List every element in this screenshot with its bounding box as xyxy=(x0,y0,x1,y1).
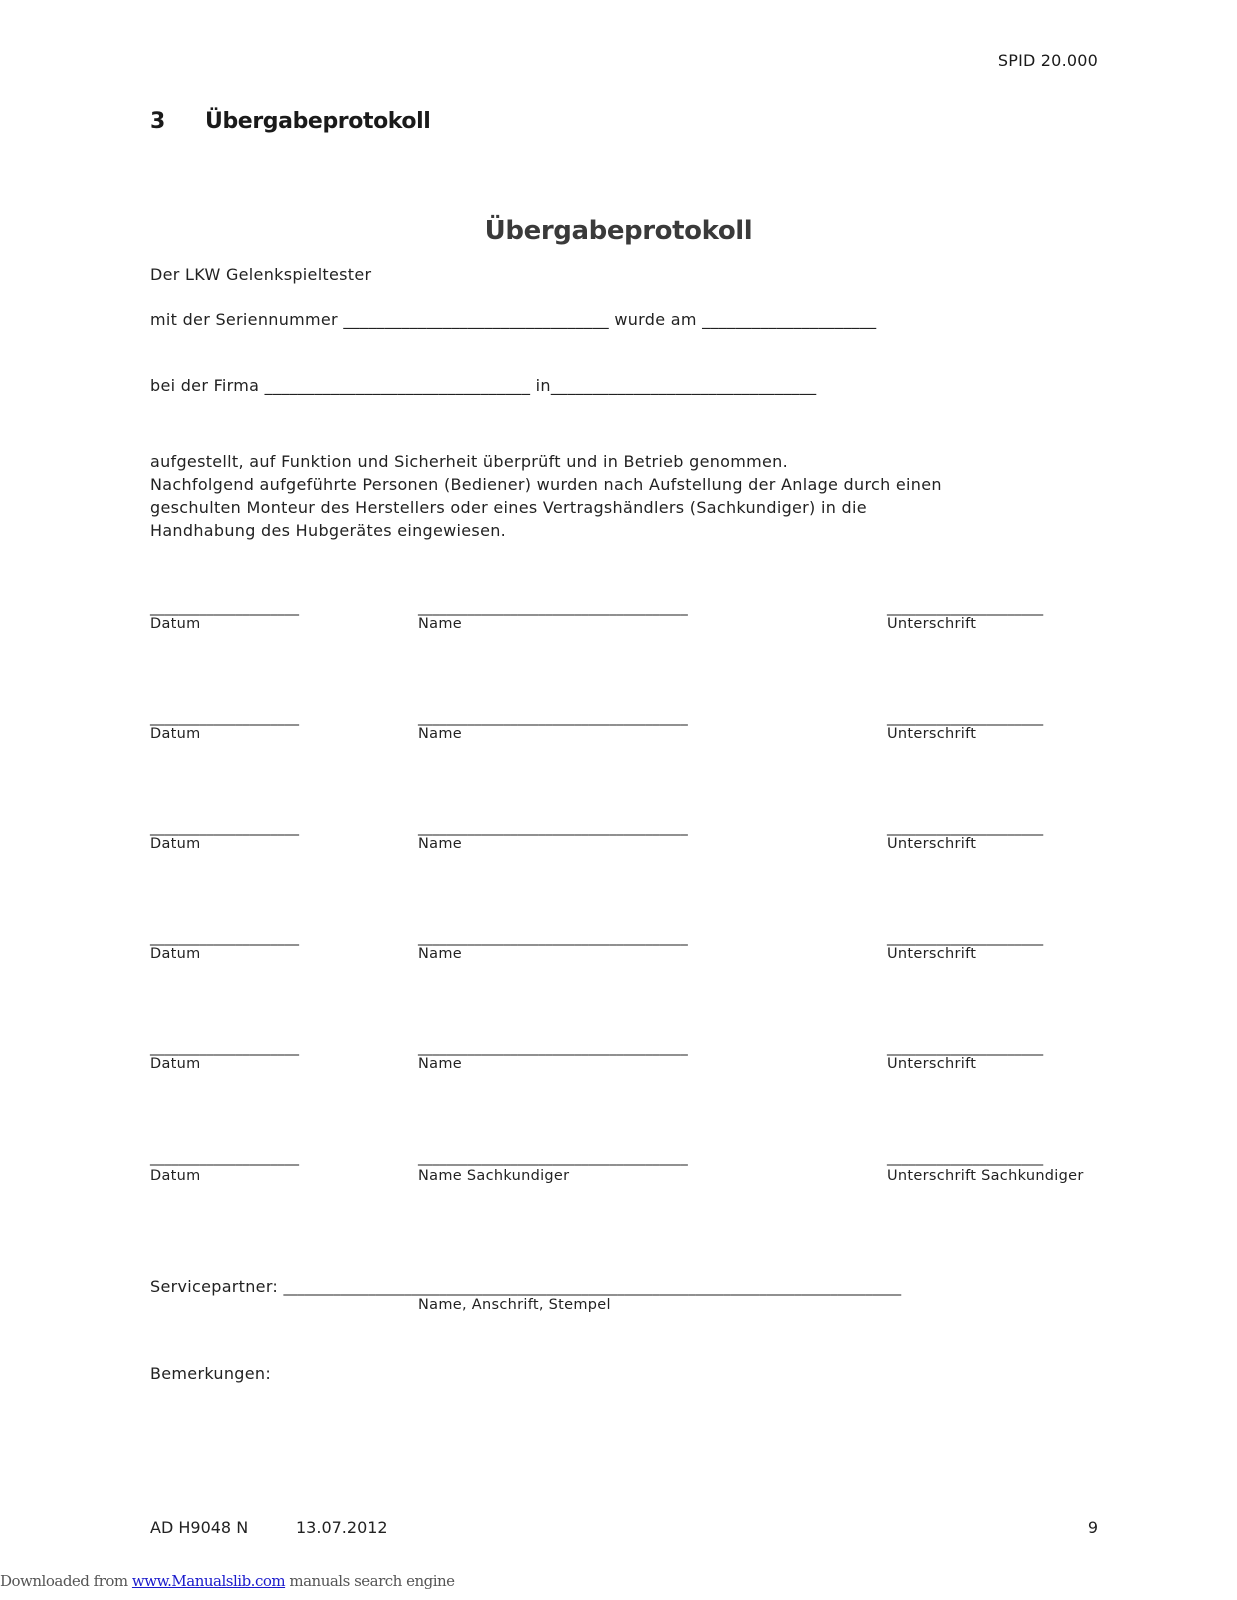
datum-label: Datum xyxy=(150,1168,201,1184)
location-label: in xyxy=(535,376,551,395)
datum-field[interactable]: _____________________ xyxy=(150,820,300,836)
download-note xyxy=(0,1572,455,1590)
expert-signature-field[interactable]: ______________________ xyxy=(887,1150,1044,1166)
download-note-prefix: Downloaded from xyxy=(0,1572,132,1590)
remarks-label: Bemerkungen: xyxy=(150,1364,272,1383)
footer-date: 13.07.2012 xyxy=(296,1518,388,1537)
datum-label: Datum xyxy=(150,836,201,852)
paragraph-line: geschulten Monteur des Herstellers oder eines Vertragshändlers (Sachkundiger) in die xyxy=(150,498,867,517)
paragraph-line: Nachfolgend aufgeführte Personen (Bediener) wurden nach Aufstellung der Anlage durch einen xyxy=(150,475,942,494)
service-partner-hint: Name, Anschrift, Stempel xyxy=(418,1297,611,1313)
datum-field[interactable]: _____________________ xyxy=(150,710,300,726)
datum-label: Datum xyxy=(150,616,201,632)
form-title: Übergabeprotokoll xyxy=(484,216,753,246)
signature-field[interactable]: ______________________ xyxy=(887,710,1044,726)
name-field[interactable]: ______________________________________ xyxy=(418,710,688,726)
name-field[interactable]: ______________________________________ xyxy=(418,600,688,616)
service-partner-line xyxy=(150,1277,901,1296)
manualslib-link[interactable]: www.Manualslib.com xyxy=(131,1572,286,1590)
name-label: Name xyxy=(418,946,462,962)
section-number: 3 xyxy=(150,109,166,134)
form-line-company xyxy=(150,376,816,395)
datum-label: Datum xyxy=(150,946,201,962)
company-field[interactable]: ________________________________ xyxy=(264,376,531,395)
service-partner-label: Servicepartner: xyxy=(150,1277,279,1296)
expert-name-field[interactable]: ______________________________________ xyxy=(418,1150,688,1166)
signature-label: Unterschrift xyxy=(887,1056,977,1072)
serial-label: mit der Seriennummer xyxy=(150,310,338,329)
name-field[interactable]: ______________________________________ xyxy=(418,1040,688,1056)
signature-label: Unterschrift xyxy=(887,946,977,962)
form-line-serial xyxy=(150,310,876,329)
expert-name-label: Name Sachkundiger xyxy=(418,1168,570,1184)
date-label: wurde am xyxy=(614,310,697,329)
header-doc-code: SPID 20.000 xyxy=(997,51,1098,70)
instruction-paragraph xyxy=(150,450,1010,542)
datum-field[interactable]: _____________________ xyxy=(150,930,300,946)
signature-field[interactable]: ______________________ xyxy=(887,1040,1044,1056)
footer-page-number: 9 xyxy=(1087,1518,1098,1537)
signature-label: Unterschrift xyxy=(887,836,977,852)
serial-number-field[interactable]: ________________________________ xyxy=(343,310,609,329)
install-date-field[interactable]: _____________________ xyxy=(702,310,877,329)
paragraph-line: Handhabung des Hubgerätes eingewiesen. xyxy=(150,521,507,540)
name-field[interactable]: ______________________________________ xyxy=(418,820,688,836)
signature-field[interactable]: ______________________ xyxy=(887,600,1044,616)
signature-field[interactable]: ______________________ xyxy=(887,930,1044,946)
datum-field[interactable]: _____________________ xyxy=(150,600,300,616)
paragraph-line: aufgestellt, auf Funktion und Sicherheit überprüft und in Betrieb genommen. xyxy=(150,452,789,471)
signature-label: Unterschrift xyxy=(887,616,977,632)
form-line-device: Der LKW Gelenkspieltester xyxy=(150,265,372,284)
section-title: Übergabeprotokoll xyxy=(205,109,431,134)
service-partner-field[interactable]: _______________________________________________________________________________________ xyxy=(283,1280,902,1296)
company-label: bei der Firma xyxy=(150,376,260,395)
name-field[interactable]: ______________________________________ xyxy=(418,930,688,946)
datum-field[interactable]: _____________________ xyxy=(150,1150,300,1166)
signature-field[interactable]: ______________________ xyxy=(887,820,1044,836)
datum-label: Datum xyxy=(150,726,201,742)
datum-label: Datum xyxy=(150,1056,201,1072)
signature-label: Unterschrift xyxy=(887,726,977,742)
download-note-suffix: manuals search engine xyxy=(285,1572,455,1590)
location-field[interactable]: ________________________________ xyxy=(550,376,817,395)
name-label: Name xyxy=(418,1056,462,1072)
expert-signature-label: Unterschrift Sachkundiger xyxy=(887,1168,1084,1184)
footer-doc-id: AD H9048 N xyxy=(150,1518,249,1537)
datum-field[interactable]: _____________________ xyxy=(150,1040,300,1056)
name-label: Name xyxy=(418,616,462,632)
name-label: Name xyxy=(418,836,462,852)
name-label: Name xyxy=(418,726,462,742)
